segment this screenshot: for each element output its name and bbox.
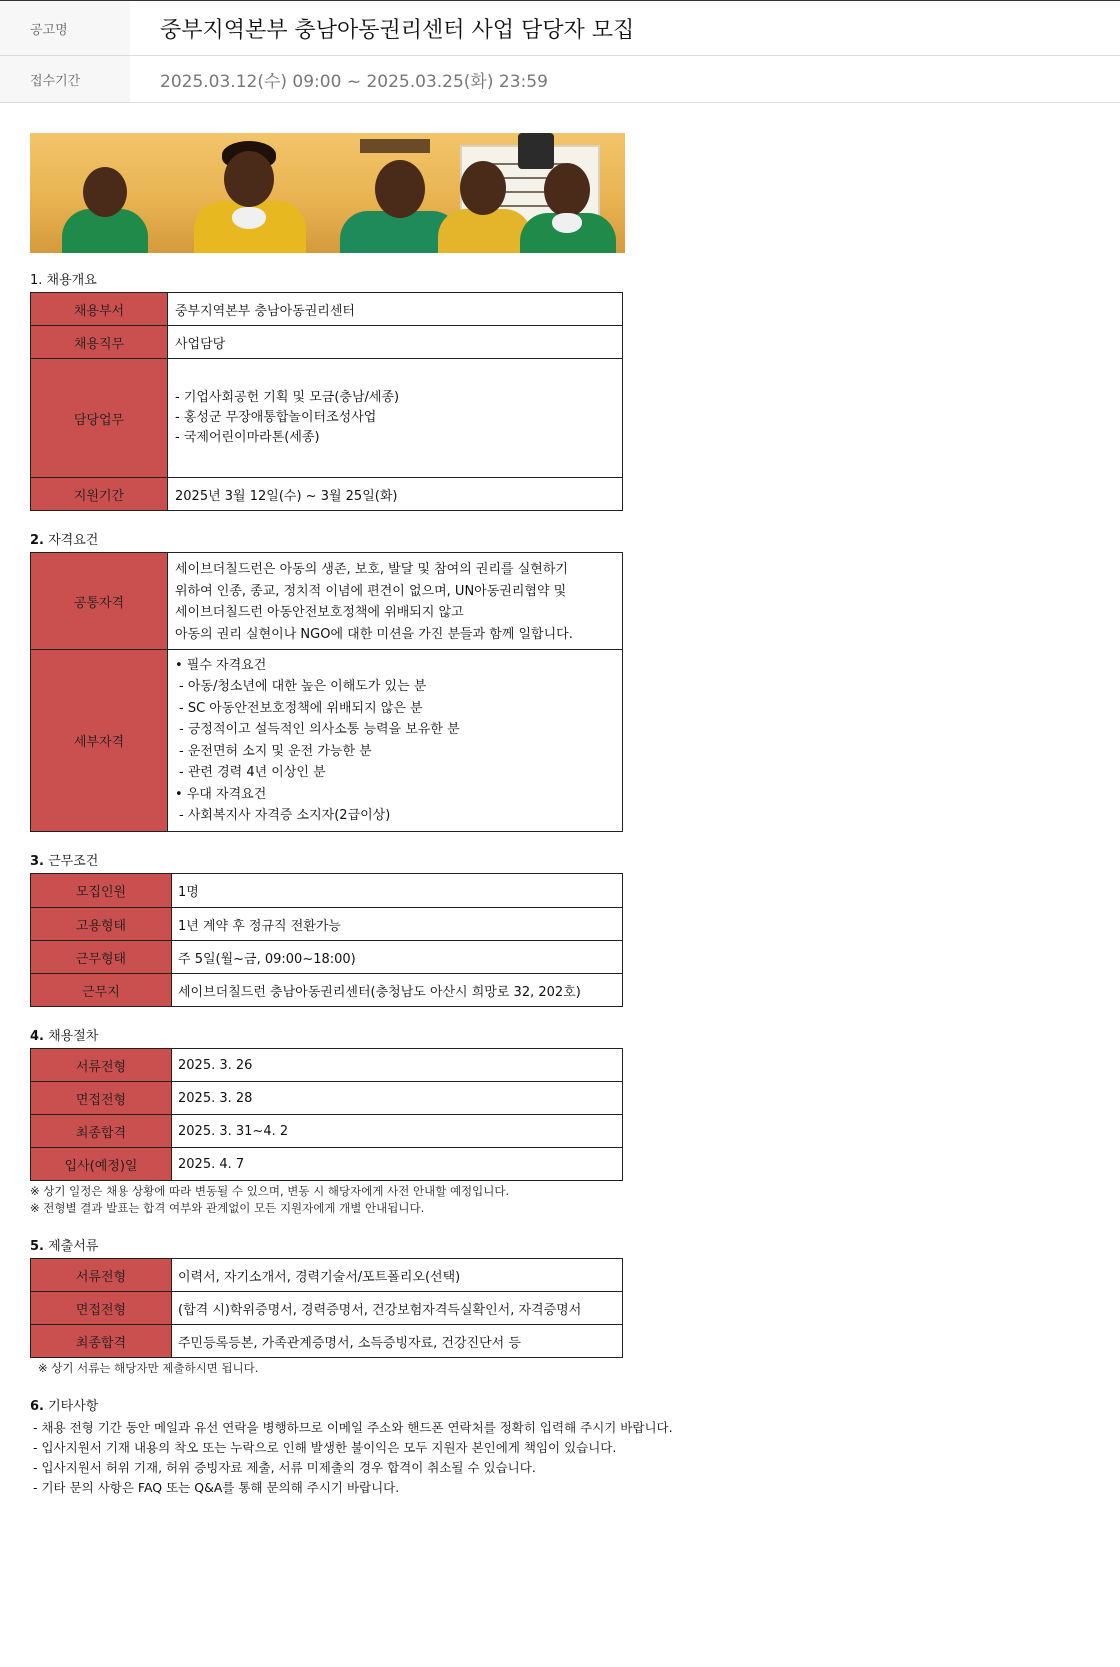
cell-label: 면접전형 xyxy=(31,1292,172,1325)
list-item: - 기업사회공헌 기획 및 모금(충남/세종) xyxy=(175,390,400,405)
table-row xyxy=(31,974,623,1007)
process-table xyxy=(30,1048,623,1181)
table-row xyxy=(31,1148,623,1181)
cell-label: 서류전형 xyxy=(31,1049,172,1082)
table-row xyxy=(31,478,623,511)
list-item: - 기타 문의 사항은 FAQ 또는 Q&A를 통해 문의해 주시기 바랍니다. xyxy=(33,1480,400,1495)
cell-label: 고용형태 xyxy=(31,908,172,941)
cell-label: 담당업무 xyxy=(31,359,168,478)
section-title-conditions: 3. 근무조건 xyxy=(30,854,99,869)
cell-value: 2025. 3. 26 xyxy=(172,1049,623,1082)
list-item: - 국제어린이마라톤(세종) xyxy=(175,430,320,445)
note-text: ※ 상기 일정은 채용 상황에 따라 변동될 수 있으며, 변동 시 해당자에게 사전 안내할 예정입니다. xyxy=(30,1184,510,1198)
list-item: - 운전면허 소지 및 운전 가능한 분 xyxy=(179,743,372,759)
cell-label: 채용부서 xyxy=(31,293,168,326)
cell-label: 면접전형 xyxy=(31,1082,172,1115)
cell-label: 공통자격 xyxy=(31,553,168,650)
list-item: 위하여 인종, 종교, 정치적 이념에 편견이 없으며, UN아동권리협약 및 xyxy=(175,583,567,599)
cell-value: 2025. 4. 7 xyxy=(172,1148,623,1181)
duties-list xyxy=(168,359,623,478)
list-item: 아동의 권리 실현이나 NGO에 대한 미션을 가진 분들과 함께 일합니다. xyxy=(175,626,573,642)
cell-value: 2025. 3. 28 xyxy=(172,1082,623,1115)
table-row xyxy=(31,553,623,650)
title-row xyxy=(0,1,1120,56)
cell-label: 최종합격 xyxy=(31,1115,172,1148)
table-row xyxy=(31,359,623,478)
section-title-etc: 6. 기타사항 xyxy=(30,1399,99,1414)
qualification-table xyxy=(30,552,623,832)
cell-label: 세부자격 xyxy=(31,650,168,832)
cell-value: 주 5일(월~금, 09:00~18:00) xyxy=(172,941,623,974)
cell-label: 근무형태 xyxy=(31,941,172,974)
cell-label: 채용직무 xyxy=(31,326,168,359)
section-title-documents: 5. 제출서류 xyxy=(30,1239,99,1254)
list-item: - 입사지원서 허위 기재, 허위 증빙자료 제출, 서류 미제출의 경우 합격이 취소될 수 있습니다. xyxy=(33,1460,536,1475)
cell-value: 이력서, 자기소개서, 경력기술서/포트폴리오(선택) xyxy=(172,1259,623,1292)
table-row xyxy=(31,1115,623,1148)
posting-title: 중부지역본부 충남아동권리센터 사업 담당자 모집 xyxy=(160,17,635,43)
overview-table xyxy=(30,292,623,511)
table-row xyxy=(31,1049,623,1082)
cell-value: 1년 계약 후 정규직 전환가능 xyxy=(172,908,623,941)
table-row xyxy=(31,1325,623,1358)
documents-table xyxy=(30,1258,623,1358)
cell-value: 중부지역본부 충남아동권리센터 xyxy=(168,293,623,326)
table-row xyxy=(31,650,623,832)
list-item: - 사회복지사 자격증 소지자(2급이상) xyxy=(179,808,391,823)
cell-label: 모집인원 xyxy=(31,874,172,908)
section-title-qualification: 2. 자격요건 xyxy=(30,533,99,548)
list-item: - 아동/청소년에 대한 높은 이해도가 있는 분 xyxy=(179,679,427,694)
table-row xyxy=(31,1082,623,1115)
posting-content xyxy=(30,133,1090,1498)
application-period: 2025.03.12(수) 09:00 ~ 2025.03.25(화) 23:59 xyxy=(160,71,548,92)
common-qualification xyxy=(168,553,623,650)
cell-label: 지원기간 xyxy=(31,478,168,511)
etc-list xyxy=(30,1418,1090,1498)
cell-value: 2025년 3월 12일(수) ~ 3월 25일(화) xyxy=(168,478,623,511)
table-row xyxy=(31,1292,623,1325)
detail-qualification xyxy=(168,650,623,832)
cell-label: 최종합격 xyxy=(31,1325,172,1358)
cell-value: 세이브더칠드런 충남아동권리센터(충청남도 아산시 희망로 32, 202호) xyxy=(172,974,623,1007)
period-label: 접수기간 xyxy=(0,56,130,102)
banner-image xyxy=(30,133,625,253)
list-item: - SC 아동안전보호정책에 위배되지 않은 분 xyxy=(179,700,423,716)
cell-label: 근무지 xyxy=(31,974,172,1007)
process-notes xyxy=(30,1183,1090,1217)
list-item: - 긍정적이고 설득적인 의사소통 능력을 보유한 분 xyxy=(179,722,460,737)
cell-label: 서류전형 xyxy=(31,1259,172,1292)
posting-header xyxy=(0,0,1120,103)
table-row xyxy=(31,326,623,359)
list-item: - 홍성군 무장애통합놀이터조성사업 xyxy=(175,410,377,425)
documents-note: ※ 상기 서류는 해당자만 제출하시면 됩니다. xyxy=(38,1361,259,1375)
list-item: - 채용 전형 기간 동안 메일과 유선 연락을 병행하므로 이메일 주소와 핸드폰 연락처를 정확히 입력해 주시기 바랍니다. xyxy=(33,1420,673,1435)
list-item: - 입사지원서 기재 내용의 착오 또는 누락으로 인해 발생한 불이익은 모두 지원자 본인에게 책임이 있습니다. xyxy=(33,1440,617,1455)
note-text: ※ 전형별 결과 발표는 합격 여부와 관계없이 모든 지원자에게 개별 안내됩니다. xyxy=(30,1201,425,1215)
list-item: • 필수 자격요건 xyxy=(175,657,267,673)
section-title-process: 4. 채용절차 xyxy=(30,1029,99,1044)
cell-label: 입사(예정)일 xyxy=(31,1148,172,1181)
cell-value: 사업담당 xyxy=(168,326,623,359)
title-label: 공고명 xyxy=(0,1,130,55)
table-row xyxy=(31,874,623,908)
list-item: 세이브더칠드런은 아동의 생존, 보호, 발달 및 참여의 권리를 실현하기 xyxy=(175,562,568,577)
cell-value: 2025. 3. 31~4. 2 xyxy=(172,1115,623,1148)
list-item: 세이브더칠드런 아동안전보호정책에 위배되지 않고 xyxy=(175,605,464,620)
conditions-table xyxy=(30,873,623,1007)
table-row xyxy=(31,908,623,941)
cell-value: (합격 시)학위증명서, 경력증명서, 건강보험자격득실확인서, 자격증명서 xyxy=(172,1292,623,1325)
table-row xyxy=(31,293,623,326)
table-row xyxy=(31,1259,623,1292)
period-row xyxy=(0,56,1120,103)
cell-value: 1명 xyxy=(172,874,623,908)
section-title-overview: 1. 채용개요 xyxy=(30,273,97,288)
list-item: - 관련 경력 4년 이상인 분 xyxy=(179,765,326,780)
table-row xyxy=(31,941,623,974)
cell-value: 주민등록등본, 가족관계증명서, 소득증빙자료, 건강진단서 등 xyxy=(172,1325,623,1358)
list-item: • 우대 자격요건 xyxy=(175,786,267,802)
